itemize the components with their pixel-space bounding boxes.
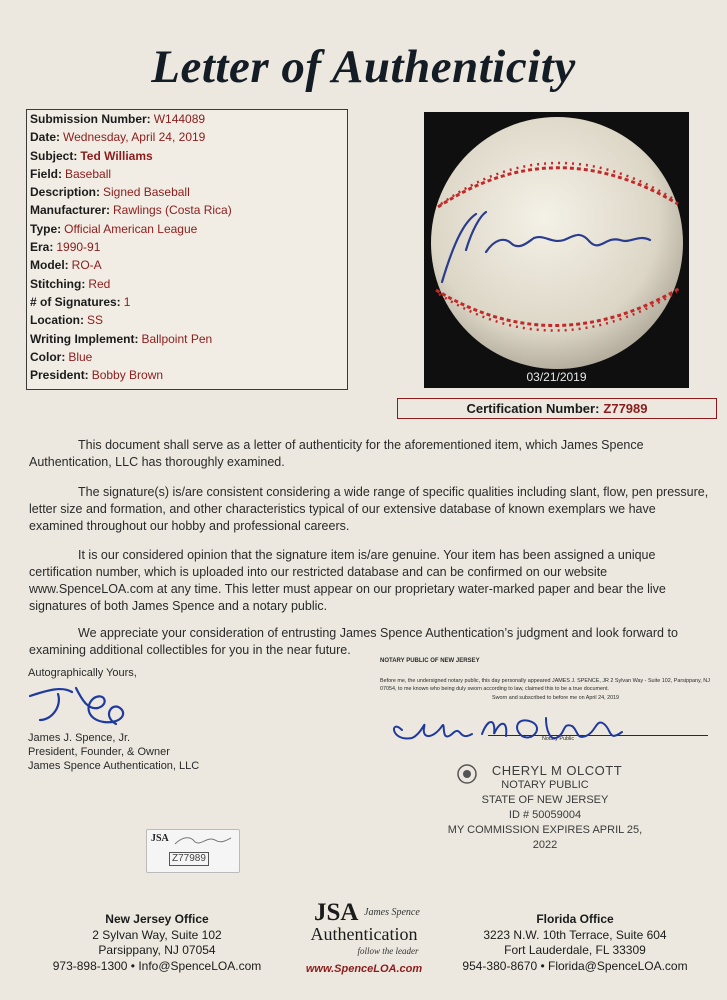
website-link[interactable]: www.SpenceLOA.com: [305, 963, 423, 975]
logo-brand: JSA: [314, 899, 359, 926]
stamp-expires: MY COMMISSION EXPIRES APRIL 25, 2022: [447, 824, 643, 851]
detail-key: Location:: [30, 313, 84, 328]
detail-value: Bobby Brown: [91, 368, 164, 383]
stamp-title: NOTARY PUBLIC: [501, 779, 589, 791]
sticker-code: Z77989: [169, 852, 209, 866]
notary-stamp: [438, 763, 652, 853]
detail-key: Description:: [30, 185, 101, 200]
detail-value: W144089: [153, 112, 206, 126]
detail-value: Ted Williams: [80, 148, 153, 163]
fl-office: [455, 912, 695, 974]
detail-row: [27, 275, 347, 293]
detail-key: # of Signatures:: [30, 294, 121, 309]
detail-row: [27, 128, 347, 146]
paragraph: We appreciate your consideration of entrusting James Spence Authentication’s judgment and look forward to examining additional collectibles for you in the near future.: [29, 626, 678, 657]
authentication-sticker: [146, 829, 240, 873]
detail-row: [27, 348, 347, 366]
signoff-block: [28, 666, 288, 773]
closing-text: Autographically Yours,: [28, 667, 137, 679]
signer-name: James J. Spence, Jr.: [28, 732, 131, 744]
detail-key: Type:: [30, 221, 62, 236]
certification-number-box: [397, 398, 717, 419]
office-line: 954-380-8670 • Florida@SpenceLOA.com: [462, 958, 688, 973]
item-details-box: [26, 109, 348, 390]
detail-row: [27, 293, 347, 311]
certification-number: Z77989: [603, 401, 648, 416]
notary-text: Before me, the undersigned notary public, this day personally appeared JAMES J. SPENCE, JR 2 Sylvan Way - Suite 102, Parsippany, NJ 07054, to me known who being duly sworn according to law, claimed this to be a true document.: [380, 678, 710, 692]
baseball-icon: [424, 112, 689, 388]
paragraph: It is our considered opinion that the signature item is/are genuine. Your item has been assigned a unique certification number, which is uploaded into our restricted database and can be confirmed on our website www.SpenceLOA.com at any time. This letter must appear on our proprietary water-marked paper and bear the live signatures of both James Spence and a notary public.: [29, 548, 666, 613]
office-title: New Jersey Office: [105, 912, 209, 926]
detail-row: [27, 147, 347, 165]
detail-value: Official American League: [64, 221, 198, 236]
detail-value: SS: [87, 313, 104, 328]
detail-row: [27, 330, 347, 348]
signer-company: James Spence Authentication, LLC: [28, 760, 200, 772]
detail-key: Submission Number:: [30, 112, 151, 126]
stamp-name: CHERYL M OLCOTT: [491, 763, 623, 778]
office-line: Parsippany, NJ 07054: [98, 943, 216, 957]
logo-word: Authentication: [310, 924, 418, 944]
jsa-logo: [292, 894, 436, 978]
detail-value: 1990-91: [56, 240, 101, 255]
detail-key: Stitching:: [30, 276, 86, 291]
notary-sworn: Sworn and subscribed to before me on April 24, 2019: [492, 695, 620, 702]
detail-value: Wednesday, April 24, 2019: [63, 130, 206, 145]
notary-line-label: Notary Public: [542, 736, 575, 743]
detail-value: Baseball: [65, 166, 112, 181]
detail-key: Manufacturer:: [30, 203, 111, 218]
detail-row: [27, 256, 347, 274]
office-title: Florida Office: [536, 912, 614, 926]
certification-label: Certification Number:: [466, 401, 600, 416]
detail-key: Subject:: [30, 148, 78, 163]
detail-row: [27, 201, 347, 219]
sticker-brand: JSA: [151, 833, 169, 844]
detail-row: [27, 311, 347, 329]
detail-key: Era:: [30, 240, 54, 255]
detail-row: [27, 110, 347, 128]
nj-office: [52, 912, 262, 974]
detail-key: Model:: [30, 258, 69, 273]
detail-row: [27, 165, 347, 183]
detail-value: Rawlings (Costa Rica): [113, 203, 232, 218]
logo-sub: James Spence: [364, 907, 420, 918]
office-line: 2 Sylvan Way, Suite 102: [92, 927, 222, 942]
logo-tagline: follow the leader: [357, 946, 419, 956]
seal-icon: [456, 763, 478, 785]
detail-row: [27, 238, 347, 256]
notary-block: [380, 658, 710, 742]
baseball-photo: [424, 112, 689, 388]
office-line: 973-898-1300 • Info@SpenceLOA.com: [52, 958, 262, 973]
detail-value: 1: [123, 294, 131, 309]
office-line: 3223 N.W. 10th Terrace, Suite 604: [483, 927, 667, 942]
paragraph: This document shall serve as a letter of authenticity for the aforementioned item, which James Spence Authentication, LLC has thoroughly examined.: [29, 438, 644, 469]
detail-key: Writing Implement:: [30, 331, 139, 346]
detail-value: Ballpoint Pen: [141, 331, 213, 346]
detail-row: [27, 220, 347, 238]
detail-row: [27, 366, 347, 384]
photo-date: 03/21/2019: [526, 370, 587, 384]
detail-key: Color:: [30, 349, 66, 364]
paragraph: The signature(s) is/are consistent considering a wide range of specific qualities including slant, flow, pen pressure, letter size and formation, and other characteristics typical of our extensive database of known exemplars we have examined throughout our hobby and professional careers.: [29, 485, 709, 533]
detail-value: RO-A: [71, 258, 102, 273]
detail-value: Red: [88, 276, 111, 291]
detail-key: Field:: [30, 166, 62, 181]
stamp-id: ID # 50059004: [508, 809, 582, 821]
jsa-logo-icon: [292, 894, 436, 964]
sticker-signature-icon: [173, 834, 233, 848]
signer-role: President, Founder, & Owner: [28, 746, 170, 758]
notary-header: NOTARY PUBLIC OF NEW JERSEY: [380, 658, 480, 664]
spence-signature-icon: [28, 680, 148, 728]
office-line: Fort Lauderdale, FL 33309: [504, 943, 646, 957]
detail-row: [27, 183, 347, 201]
page-title: Letter of Authenticity: [151, 41, 576, 93]
detail-value: Blue: [68, 349, 93, 364]
stamp-state: STATE OF NEW JERSEY: [481, 794, 609, 806]
detail-key: President:: [30, 368, 89, 383]
detail-key: Date:: [30, 130, 61, 145]
detail-value: Signed Baseball: [103, 185, 190, 200]
notary-signature-icon: [382, 708, 632, 748]
